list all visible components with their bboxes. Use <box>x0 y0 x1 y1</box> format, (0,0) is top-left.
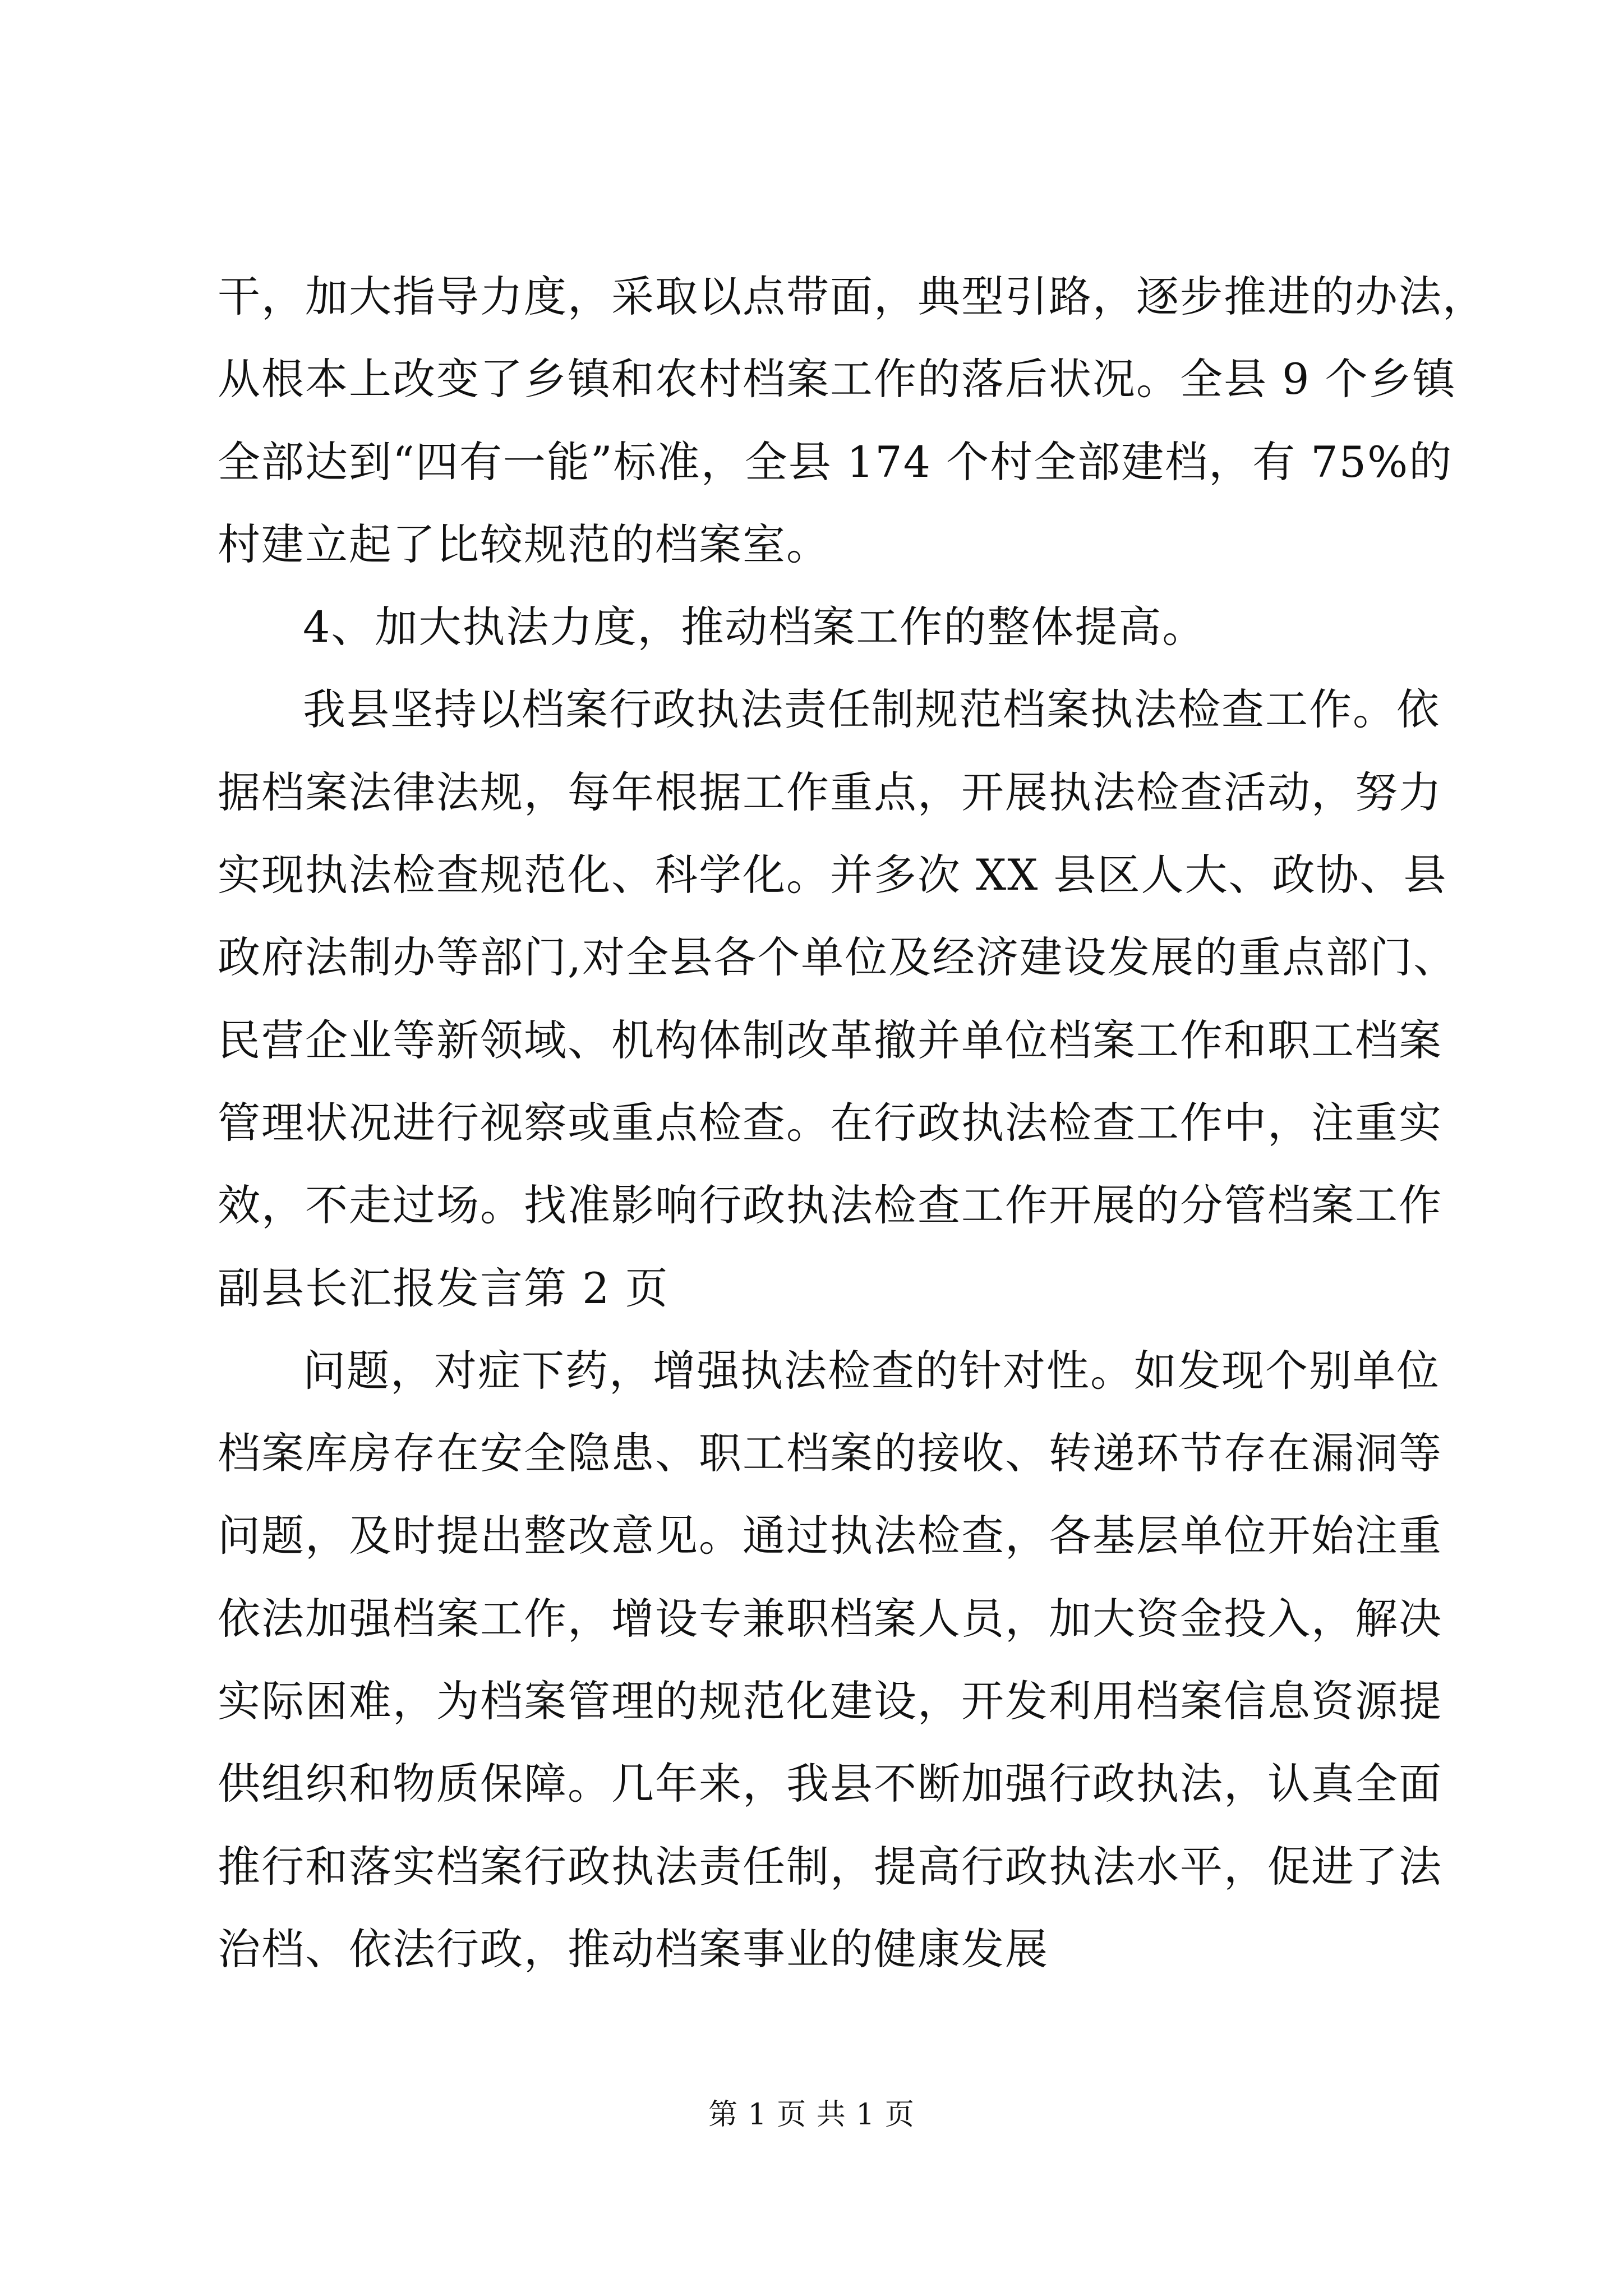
text-line: 副县长汇报发言第 2 页 <box>218 1263 669 1313</box>
text-line: 民营企业等新领域、机构体制改革撤并单位档案工作和职工档案 <box>218 1015 1442 1065</box>
text-line: 村建立起了比较规范的档案室。 <box>218 519 830 569</box>
text-line: 政府法制办等部门,对全县各个单位及经济建设发展的重点部门、 <box>218 932 1458 983</box>
text-line: 干，加大指导力度，采取以点带面，典型引路，逐步推进的办法， <box>218 272 1486 321</box>
text-line: 实现执法检查规范化、科学化。并多次 XX 县区人大、政协、县 <box>218 850 1447 900</box>
text-line: 据档案法律法规，每年根据工作重点，开展执法检查活动，努力 <box>218 767 1442 817</box>
text-line: 依法加强档案工作，增设专兼职档案人员，加大资金投入，解决 <box>218 1593 1442 1644</box>
text-line: 实际困难，为档案管理的规范化建设，开发利用档案信息资源提 <box>218 1676 1442 1727</box>
text-line: 问题，及时提出整改意见。通过执法检查，各基层单位开始注重 <box>218 1511 1442 1561</box>
text-line: 从根本上改变了乡镇和农村档案工作的落后状况。全县 9 个乡镇 <box>218 354 1456 404</box>
text-line: 我县坚持以档案行政执法责任制规范档案执法检查工作。依 <box>303 684 1440 735</box>
text-line: 治档、依法行政，推动档案事业的健康发展 <box>218 1924 1049 1974</box>
text-line: 全部达到“四有一能”标准，全县 174 个村全部建档，有 75%的 <box>218 436 1453 487</box>
text-line: 推行和落实档案行政执法责任制，提高行政执法水平，促进了法 <box>218 1841 1442 1892</box>
document-body <box>218 255 1486 1990</box>
text-line: 问题，对症下药，增强执法检查的针对性。如发现个别单位 <box>303 1345 1440 1396</box>
text-line: 档案库房存在安全隐患、职工档案的接收、转递环节存在漏洞等 <box>218 1428 1442 1479</box>
text-line: 供组织和物质保障。几年来，我县不断加强行政执法，认真全面 <box>218 1759 1442 1809</box>
text-line: 效，不走过场。找准影响行政执法检查工作开展的分管档案工作 <box>218 1180 1442 1231</box>
text-line: 管理状况进行视察或重点检查。在行政执法检查工作中，注重实 <box>218 1097 1442 1148</box>
section-heading: 4、加大执法力度，推动档案工作的整体提高。 <box>303 602 1206 652</box>
page-footer: 第 1 页 共 1 页 <box>708 2098 915 2132</box>
